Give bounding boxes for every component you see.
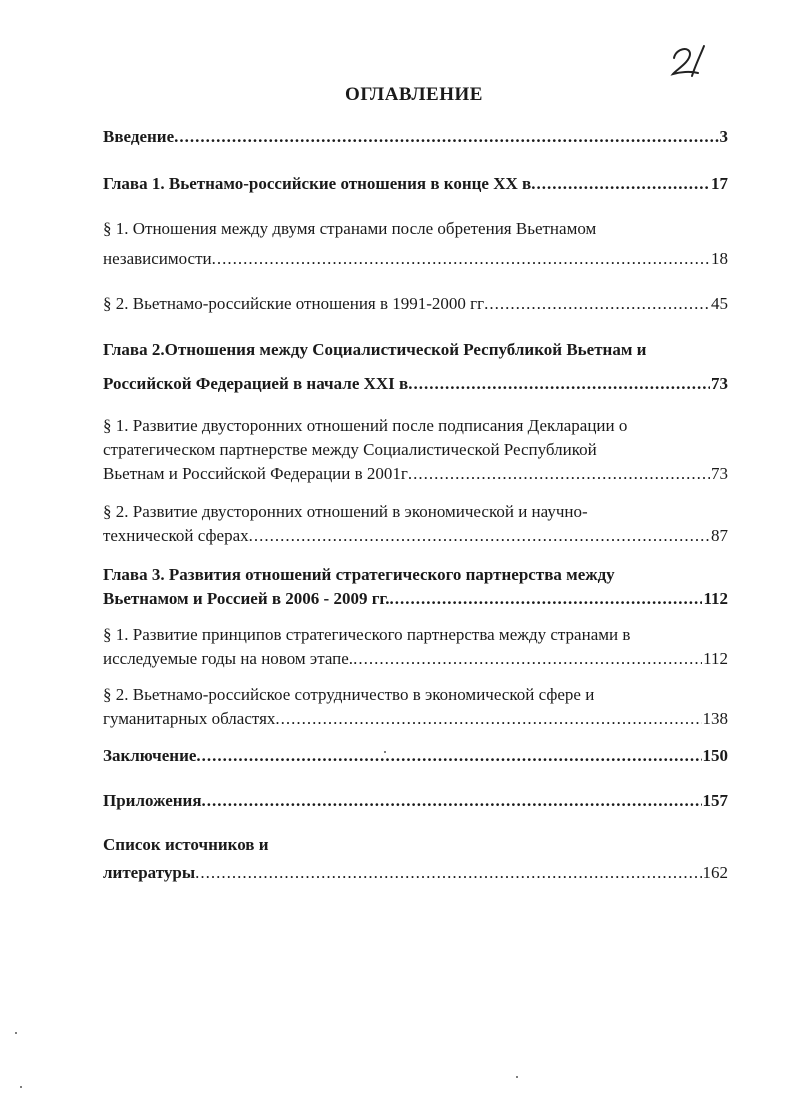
toc-page: 45 xyxy=(711,294,728,313)
toc-page: 73 xyxy=(711,374,728,393)
toc-page: 162 xyxy=(702,863,728,882)
toc-entry-chapter-2-section-2: § 2. Развитие двусторонних отношений в экономической и научно- технической сферах ..... 87 xyxy=(103,500,728,548)
toc-entry-chapter-1: Глава 1. Вьетнамо-российские отношения в конце XX в ..... 17 xyxy=(103,172,728,196)
toc-page: 87 xyxy=(711,526,728,545)
toc-page: 157 xyxy=(702,791,728,810)
toc-entry-chapter-1-section-1: § 1. Отношения между двумя странами после обретения Вьетнамом независимости ..... 18 xyxy=(103,217,728,271)
toc-page: 138 xyxy=(702,709,728,728)
toc-page: 3 xyxy=(719,127,728,146)
scan-speck xyxy=(516,1076,518,1078)
toc-page: 17 xyxy=(711,174,728,193)
toc-entry-conclusion: Заключение ..... 150 xyxy=(103,744,728,768)
toc-entry-chapter-2-section-1: § 1. Развитие двусторонних отношений после подписания Декларации о стратегическом партнерстве между Социалистической Республикой Вьетнам и Российской Федерации в 2001г ..... 73 xyxy=(103,414,728,486)
toc-entry-chapter-3-section-2: § 2. Вьетнамо-российское сотрудничество в экономической сфере и гуманитарных областях ..... 138 xyxy=(103,683,728,731)
toc-entry-chapter-3-section-1: § 1. Развитие принципов стратегического партнерства между странами в исследуемые годы на новом этапе. ..... 112 xyxy=(103,623,728,671)
scan-speck xyxy=(20,1086,22,1088)
scan-speck xyxy=(15,1032,17,1034)
toc-entry-chapter-3: Глава 3. Развития отношений стратегического партнерства между Вьетнамом и Россией в 2006 - 2009 гг. ..... 112 xyxy=(103,563,728,611)
toc-page: 150 xyxy=(702,746,728,765)
toc-page: 112 xyxy=(703,589,728,608)
toc-page: 73 xyxy=(711,464,728,483)
toc-entry-appendices: Приложения ..... 157 xyxy=(103,789,728,813)
page-title: ОГЛАВЛЕНИЕ xyxy=(345,84,483,105)
toc-entry-chapter-2: Глава 2.Отношения между Социалистической Республикой Вьетнам и Российской Федерацией в начале XXI в ..... 73 xyxy=(103,338,728,396)
toc-entry-bibliography: Список источников и литературы ..... 162 xyxy=(103,833,728,885)
toc-page: 18 xyxy=(711,249,728,268)
handwritten-page-number xyxy=(668,40,718,82)
toc-entry-introduction: Введение ..... 3 xyxy=(103,125,728,149)
scan-speck xyxy=(384,751,386,753)
toc-page: 112 xyxy=(703,649,728,668)
toc-entry-chapter-1-section-2: § 2. Вьетнамо-российские отношения в 1991-2000 гг ..... 45 xyxy=(103,292,728,316)
